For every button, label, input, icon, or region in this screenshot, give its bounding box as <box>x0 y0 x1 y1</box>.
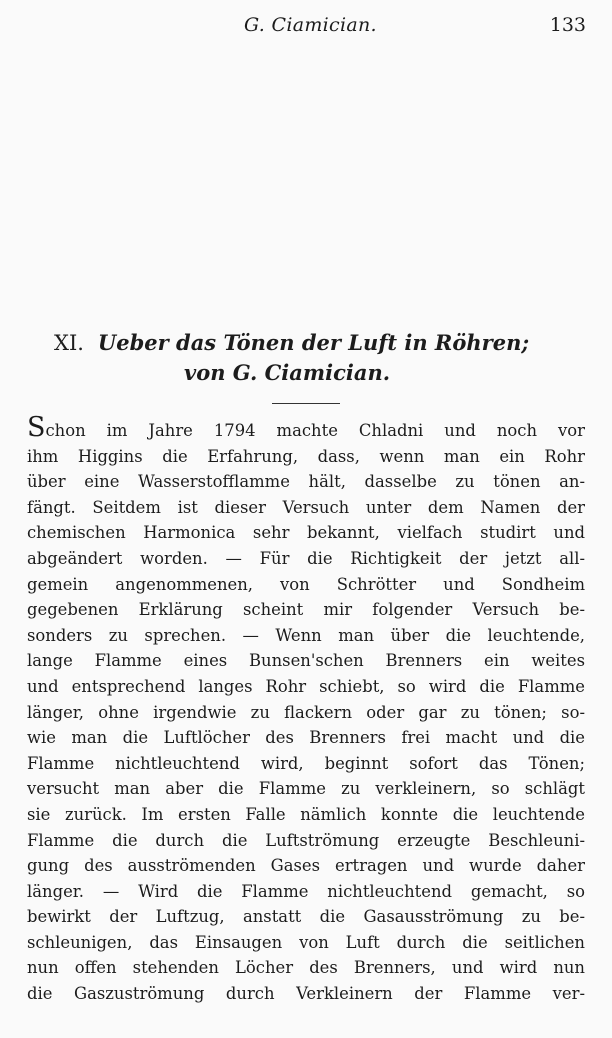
body-line-16: sie zurück. Im ersten Falle nämlich konnte die leuchtende <box>27 804 585 824</box>
body-line-19: länger. — Wird die Flamme nichtleuchtend gemacht, so <box>27 881 585 901</box>
body-line-17: Flamme die durch die Luftströmung erzeugte Beschleuni- <box>27 830 585 850</box>
body-line-7: gemein angenommenen, von Schrötter und Sondheim <box>27 574 585 594</box>
separator-rule <box>272 403 340 404</box>
body-line-15: versucht man aber die Flamme zu verkleinern, so schlägt <box>27 779 585 799</box>
body-line-20: bewirkt der Luftzug, anstatt die Gasausströmung zu be- <box>27 907 585 927</box>
body-line-1 <box>27 412 585 444</box>
body-line-10: lange Flamme eines Bunsen'schen Brenners ein weites <box>27 651 585 671</box>
body-line-9: sonders zu sprechen. — Wenn man über die leuchtende, <box>27 625 585 645</box>
body-line-12: länger, ohne irgendwie zu flackern oder gar zu tönen; so- <box>27 702 585 722</box>
body-line-3: über eine Wasserstofflamme hält, dasselbe zu tönen an- <box>27 472 585 492</box>
title-line-2: von G. Ciamician. <box>184 360 391 385</box>
body-line-21: schleunigen, das Einsaugen von Luft durch die seitlichen <box>27 932 585 952</box>
dropcap: S <box>27 412 46 443</box>
body-line-8: gegebenen Erklärung scheint mir folgender Versuch be- <box>27 600 585 620</box>
body-line-4: fängt. Seitdem ist dieser Versuch unter dem Namen der <box>27 497 585 517</box>
body-line-5: chemischen Harmonica sehr bekannt, vielfach studirt und <box>27 523 585 543</box>
body-text <box>27 412 585 1007</box>
page-number: 133 <box>549 14 586 36</box>
title-text: Ueber das Tönen der Luft in Röhren; <box>97 330 530 355</box>
title-line-1 <box>54 330 529 355</box>
body-line-23: die Gaszuströmung durch Verkleinern der Flamme ver- <box>27 984 585 1004</box>
body-line-14: Flamme nichtleuchtend wird, beginnt sofort das Tönen; <box>27 753 585 773</box>
body-line-1-text: chon im Jahre 1794 machte Chladni und noch vor <box>45 421 585 440</box>
running-author: G. Ciamician. <box>244 14 377 36</box>
body-line-2: ihm Higgins die Erfahrung, dass, wenn man ein Rohr <box>27 446 585 466</box>
body-line-18: gung des ausströmenden Gases ertragen und wurde daher <box>27 856 585 876</box>
body-line-13: wie man die Luftlöcher des Brenners frei macht und die <box>27 728 585 748</box>
section-numeral: XI. <box>54 331 84 355</box>
body-line-11: und entsprechend langes Rohr schiebt, so wird die Flamme <box>27 676 585 696</box>
running-head <box>0 12 612 40</box>
body-line-22: nun offen stehenden Löcher des Brenners, und wird nun <box>27 958 585 978</box>
body-line-6: abgeändert worden. — Für die Richtigkeit der jetzt all- <box>27 548 585 568</box>
